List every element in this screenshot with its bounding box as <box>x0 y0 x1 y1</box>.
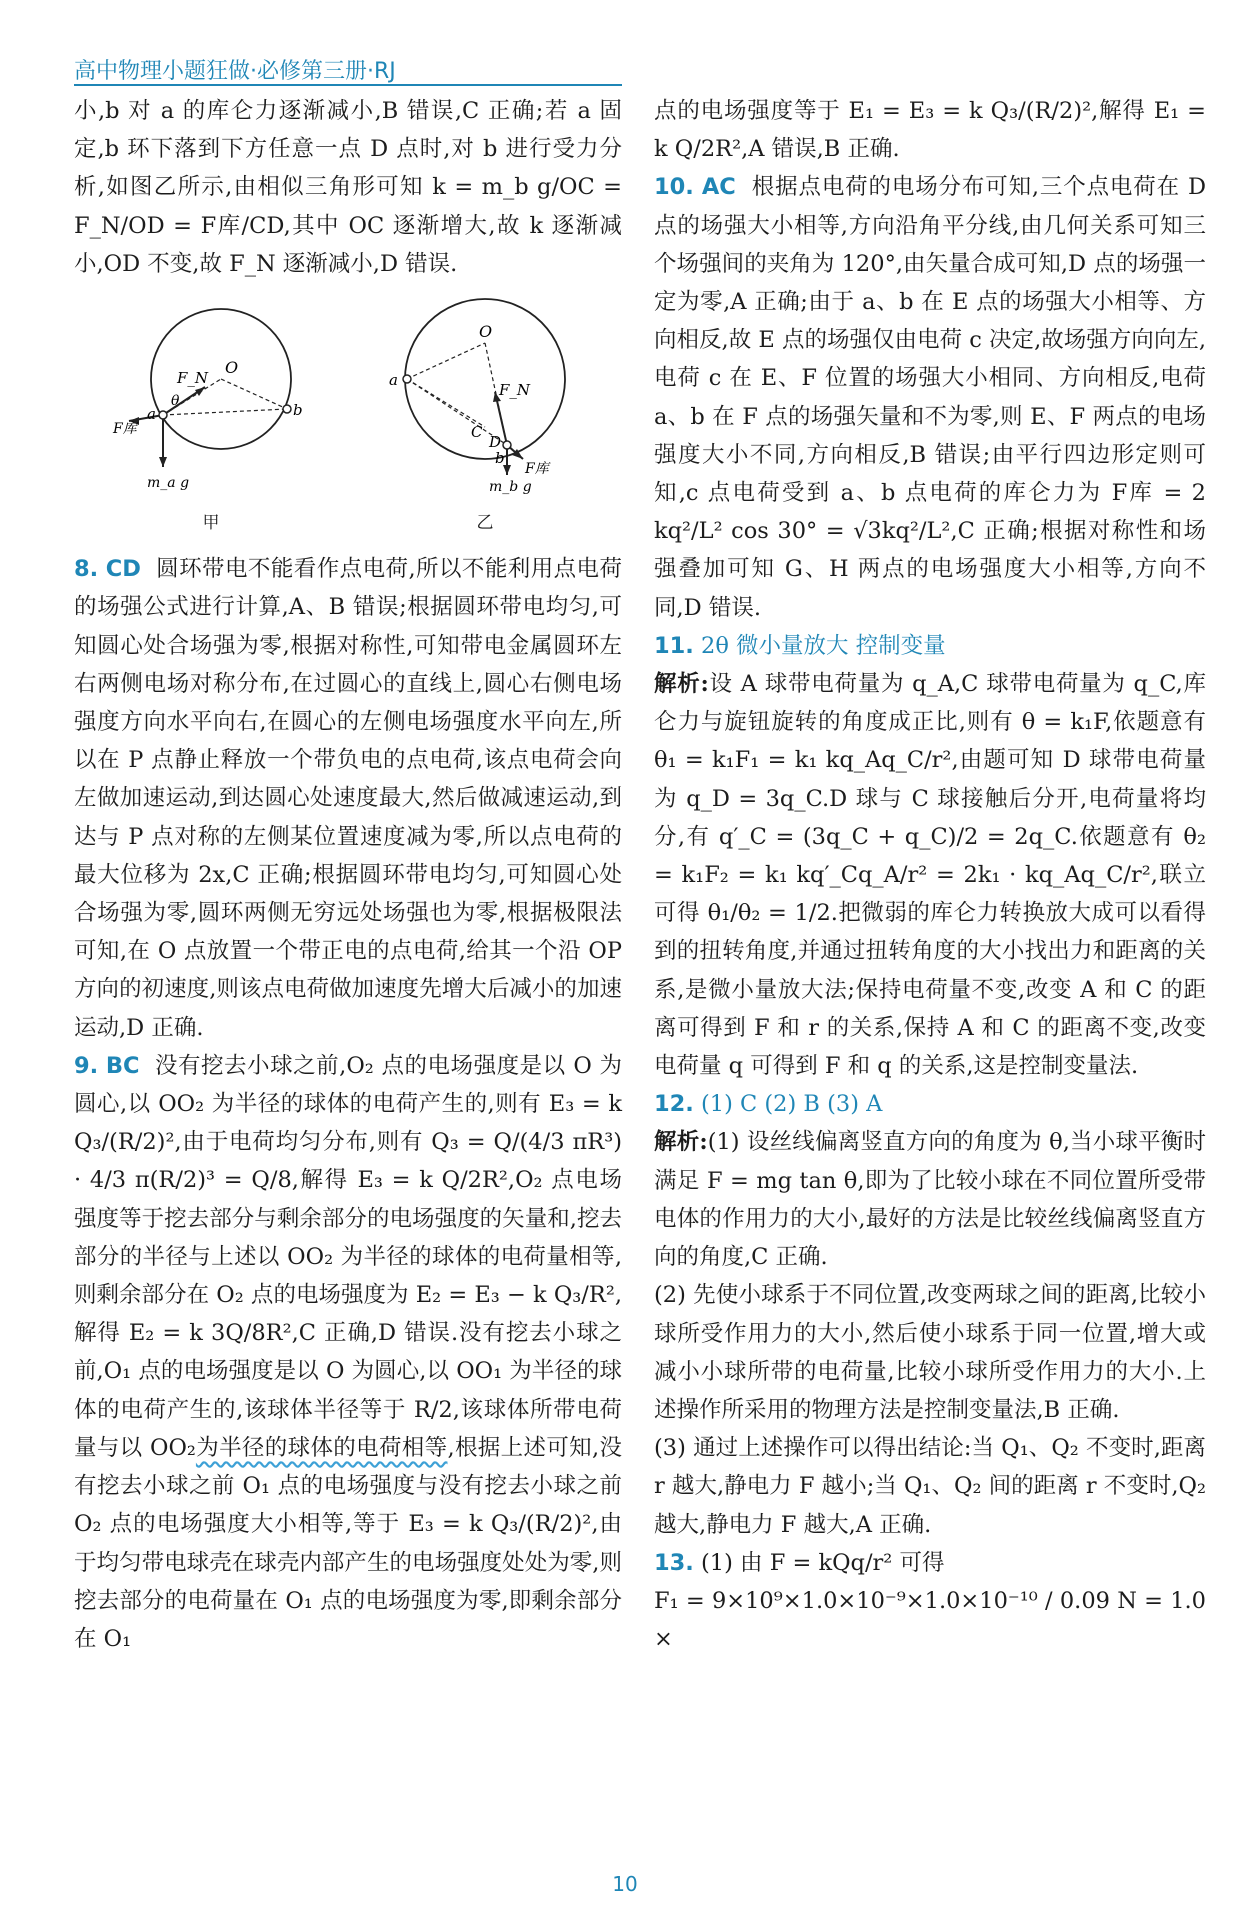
answer-key: CD <box>105 556 141 583</box>
analysis-12-3: (3) 通过上述操作可以得出结论:当 Q₁、Q₂ 不变时,距离 r 越大,静电力 F 越小;当 Q₁、Q₂ 间的距离 r 不变时,Q₂ 越大,静电力 F 越大,A 正确. <box>654 1435 1206 1538</box>
caption-yi: 乙 <box>476 513 494 534</box>
label-b: b <box>293 401 303 420</box>
label-mg: m_b g <box>489 479 532 496</box>
answer-text: 圆环带电不能看作点电荷,所以不能利用点电荷的场强公式进行计算,A、B 错误;根据圆环带电均匀,可知圆心处合场强为零,根据对称性,可知带电金属圆环左右两侧电场对称分布,在过圆心的直线上,圆心右侧电场强度方向水平向右,在圆心的左侧电场强度水平向左,所以在 P 点静止释放一个带负电的点电荷,该点电荷会向左做加速运动,到达圆心处速度最大,然后做减速运动,到达与 P 点对称的左侧某位置速度减为零,所以点电荷的最大位移为 2x,C 正确;根据圆环带电均匀,可知圆心处合场强为零,圆环两侧无穷远处场强也为零,根据极限法可知,在 O 点放置一个带正电的点电荷,给其一个沿 OP 方向的初速度,则该点电荷做加速度先增大后减小的加速运动,D 正确. <box>74 556 622 1041</box>
answer-9 <box>74 1047 622 1658</box>
answer-key: 2θ 微小量放大 控制变量 <box>701 632 946 659</box>
question-number: 9. <box>74 1052 99 1079</box>
diagram-jia <box>111 297 311 502</box>
diagram-yi <box>385 297 585 502</box>
answer-key: BC <box>105 1052 140 1079</box>
answer-key: (1) C (2) B (3) A <box>701 1091 883 1118</box>
answer-8 <box>74 550 622 1047</box>
underlined-phrase: 为半径的球体的电荷相等 <box>195 1434 448 1461</box>
page-number: 10 <box>612 1872 638 1896</box>
label-fn: F_N <box>177 369 209 388</box>
label-mg: m_a g <box>147 475 190 492</box>
label-o: O <box>479 322 493 342</box>
analysis-label: 解析: <box>654 1129 708 1156</box>
analysis-text: (1) 设丝线偏离竖直方向的角度为 θ,当小球平衡时满足 F = mg tan θ,即为了比较小球在不同位置所受带电体的作用力的大小,最好的方法是比较丝线偏离竖直方向的角度,C 正确. <box>654 1129 1206 1271</box>
label-theta: θ <box>171 393 180 410</box>
label-f-ku: F库 <box>525 461 549 478</box>
label-a: a <box>147 405 156 424</box>
equation-13: F₁ = 9×10⁹×1.0×10⁻⁹×1.0×10⁻¹⁰ / 0.09 N = 1.0 × <box>654 1587 1206 1653</box>
analysis-text: 设 A 球带电荷量为 q_A,C 球带电荷量为 q_C,库仑力与旋钮旋转的角度成正比,则有 θ = k₁F,依题意有 θ₁ = k₁F₁ = k₁ kq_Aq_C/r²,由题可知 D 球带电荷量为 q_D = 3q_C.D 球与 C 球接触后分开,电荷量将均分,有 q′_C = (3q_C + q_C)/2 = 2q_C.依题意有 θ₂ = k₁F₂ = k₁ kq′_Cq_A/r² = 2k₁ · kq_Aq_C/r²,联立可得 θ₁/θ₂ = 1/2.把微弱的库仑力转换放大成可以看得到的扭转角度,并通过扭转角度的大小找出力和距离的关系,是微小量放大法;保持电荷量不变,改变 A 和 C 的距离可得到 F 和 r 的关系,保持 A 和 C 的距离不变,改变电荷量 q 可得到 F 和 q 的关系,这是控制变量法. <box>654 671 1206 1080</box>
question-number: 10. <box>654 174 694 201</box>
answer-10 <box>654 168 1206 626</box>
answer-text: 根据点电荷的电场分布可知,三个点电荷在 D 点的场强大小相等,方向沿角平分线,由几何关系可知三个场强间的夹角为 120°,由矢量合成可知,D 点的场强一定为零,A 正确;由于 a、b 在 E 点的场强大小相等、方向相反,故 E 点的场强仅由电荷 c 决定,故场强方向向左,电荷 c 在 E、F 位置的场强大小相同、方向相反,电荷 a、b 在 F 点的场强矢量和不为零,则 E、F 两点的电场强度大小不同,方向相反,B 错误;由平行四边形定则可知,c 点电荷受到 a、b 点电荷的库仑力为 F库 = 2 kq²/L² cos 30° = √3kq²/L²,C 正确;根据对称性和场强叠加可知 G、H 两点的电场强度大小相等,方向不同,D 错误. <box>654 174 1206 621</box>
label-o: O <box>225 358 239 378</box>
header-rule <box>74 84 622 86</box>
label-d: D <box>489 433 502 452</box>
label-fn: F_N <box>499 381 531 400</box>
answer-13 <box>654 1544 1206 1582</box>
answer-11 <box>654 627 1206 665</box>
answer-text: 没有挖去小球之前,O₂ 点的电场强度是以 O 为圆心,以 OO₂ 为半径的球体的电荷产生的,则有 E₃ = k Q₃/(R/2)²,由于电荷均匀分布,则有 Q₃ = Q/(4/3 πR³) · 4/3 π(R/2)³ = Q/8,解得 E₃ = k Q/2R²,O₂ 点电场强度等于挖去部分与剩余部分的电场强度的矢量和,挖去部分的半径与上述以 OO₂ 为半径的球体的电荷量相等,则剩余部分在 O₂ 点的电场强度为 E₂ = E₃ − k Q₃/R²,解得 E₂ = k 3Q/8R²,C 正确,D 错误.没有挖去小球之前,O₁ 点的电场强度是以 O 为圆心,以 OO₁ 为半径的球体的电荷产生的,该球体半径等于 R/2,该球体所带电荷量与以 OO₂ <box>74 1052 622 1461</box>
label-a: a <box>389 371 398 390</box>
figure-captions <box>74 504 622 542</box>
force-diagrams <box>74 297 622 502</box>
answer-12 <box>654 1085 1206 1123</box>
question-number: 8. <box>74 556 99 583</box>
analysis-label: 解析: <box>654 671 709 698</box>
analysis-11 <box>654 665 1206 1085</box>
question-number: 13. <box>654 1549 694 1576</box>
paragraph-continued: 点的电场强度等于 E₁ = E₃ = k Q₃/(R/2)²,解得 E₁ = k Q/2R²,A 错误,B 正确. <box>654 98 1206 163</box>
answer-key: AC <box>701 174 736 201</box>
analysis-12-2: (2) 先使小球系于不同位置,改变两球之间的距离,比较小球所受作用力的大小,然后使小球系于同一位置,增大或减小小球所带的电荷量,比较小球所受作用力的大小.上述操作所采用的物理方法是控制变量法,B 正确. <box>654 1282 1206 1423</box>
running-header: 高中物理小题狂做·必修第三册·RJ <box>74 59 396 84</box>
question-number: 12. <box>654 1091 694 1118</box>
right-column <box>654 92 1206 1658</box>
answer-text: (1) 由 F = kQq/r² 可得 <box>701 1549 945 1576</box>
caption-jia: 甲 <box>202 513 220 534</box>
paragraph-continued: 小,b 对 a 的库仑力逐渐减小,B 错误,C 正确;若 a 固定,b 环下落到下方任意一点 D 点时,对 b 进行受力分析,如图乙所示,由相似三角形可知 k = m_b g/OC = F_N/OD = F库/CD,其中 OC 逐渐增大,故 k 逐渐减小,OD 不变,故 F_N 逐渐减小,D 错误. <box>74 98 622 277</box>
left-column <box>74 92 622 1658</box>
label-f-ku: F库 <box>113 421 137 438</box>
label-c: C <box>471 423 483 442</box>
question-number: 11. <box>654 632 694 659</box>
answer-text-cont: ,根据上述可知,没有挖去小球之前 O₁ 点的电场强度与没有挖去小球之前 O₂ 点的电场强度大小相等,等于 E₃ = k Q₃/(R/2)²,由于均匀带电球壳在球壳内部产生的电场强度处处为零,则挖去部分的电荷量在 O₁ 点的电场强度为零,即剩余部分在 O₁ <box>74 1434 622 1652</box>
label-b: b <box>495 449 505 468</box>
analysis-12-1 <box>654 1123 1206 1276</box>
